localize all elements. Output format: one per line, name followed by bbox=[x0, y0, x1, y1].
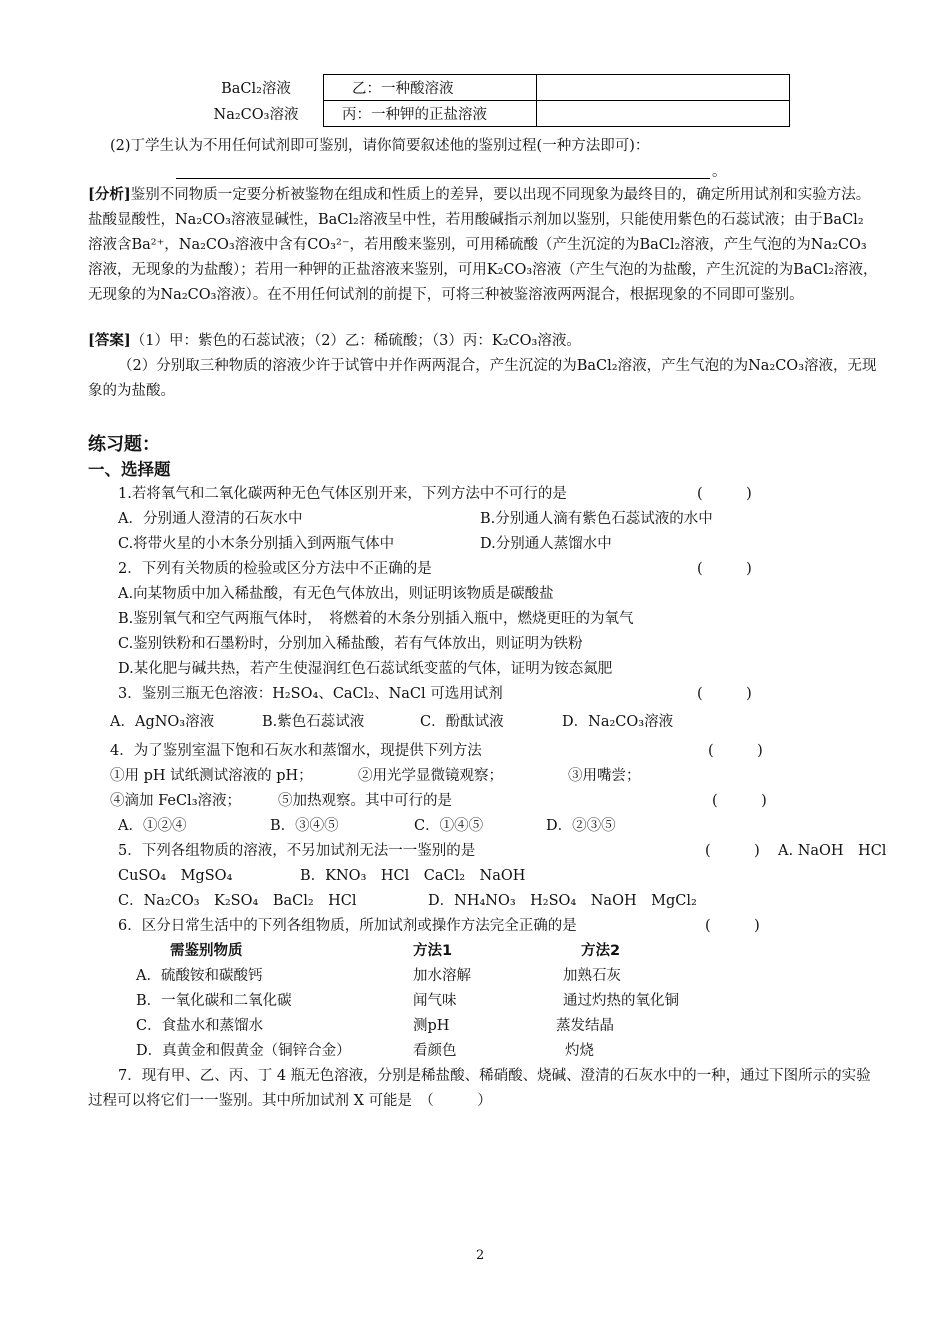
q6-row-d-method1: 看颜色 bbox=[413, 1043, 457, 1059]
question-2-prompt: (2)丁学生认为不用任何试剂即可鉴别，请你简要叙述他的鉴别过程(一种方法即可)： bbox=[110, 138, 650, 154]
answer-tag: [答案] bbox=[88, 332, 131, 349]
table-row bbox=[189, 75, 790, 101]
table-cell-reagent: 丙：一种钾的正盐溶液 bbox=[324, 101, 537, 127]
q5-option-c: C．Na₂CO₃ K₂SO₄ BaCl₂ HCl bbox=[118, 893, 357, 909]
table-cell-solution: Na₂CO₃溶液 bbox=[189, 101, 324, 127]
q6-row-d-method2: 灼烧 bbox=[565, 1043, 594, 1059]
q5-option-b: B．KNO₃ HCl CaCl₂ NaOH bbox=[300, 868, 526, 884]
answer-text-1: （1）甲：紫色的石蕊试液；（2）乙：稀硫酸；（3）丙：K₂CO₃溶液。 bbox=[130, 333, 581, 349]
q1-stem: 1.若将氧气和二氧化碳两种无色气体区别开来，下列方法中不可行的是 bbox=[118, 486, 567, 502]
q4-method-3: ③用嘴尝； bbox=[568, 768, 641, 784]
q2-stem: 2．下列有关物质的检验或区分方法中不正确的是 bbox=[118, 561, 432, 577]
q5-option-d: D．NH₄NO₃ H₂SO₄ NaOH MgCl₂ bbox=[428, 893, 697, 909]
q6-row-a-substance: A．硫酸铵和碳酸钙 bbox=[136, 968, 263, 984]
q3-option-c: C．酚酞试液 bbox=[420, 714, 504, 730]
answer-blank-line bbox=[176, 178, 710, 179]
analysis-tag: [分析] bbox=[88, 186, 131, 203]
q2-option-b: B.鉴别氧气和空气两瓶气体时， 将燃着的木条分别插入瓶中，燃烧更旺的为氧气 bbox=[118, 611, 634, 627]
q6-row-b-method1: 闻气味 bbox=[413, 993, 457, 1009]
section-title: 一、选择题 bbox=[88, 460, 171, 479]
q5-answer-paren: ( ) bbox=[705, 843, 760, 859]
q6-row-b-method2: 通过灼热的氧化铜 bbox=[563, 993, 679, 1009]
q4-option-c: C．①④⑤ bbox=[414, 818, 484, 834]
q3-option-a: A．AgNO₃溶液 bbox=[110, 714, 215, 730]
q2-option-a: A.向某物质中加入稀盐酸，有无色气体放出，则证明该物质是碳酸盐 bbox=[118, 586, 554, 602]
analysis-paragraph bbox=[88, 182, 878, 308]
page-number: 2 bbox=[476, 1248, 485, 1263]
q4-answer-paren: ( ) bbox=[708, 743, 763, 759]
q6-header-method2: 方法2 bbox=[581, 943, 621, 959]
answer-blank-end: 。 bbox=[712, 164, 727, 180]
table-cell-result bbox=[537, 101, 790, 127]
q2-option-d: D.某化肥与碱共热，若产生使湿润红色石蕊试纸变蓝的气体，证明为铵态氮肥 bbox=[118, 661, 613, 677]
answer-line-2: （2）分别取三种物质的溶液少许于试管中并作两两混合，产生沉淀的为BaCl₂溶液，产生气泡的为Na₂CO₃溶液，无现象的为盐酸。 bbox=[88, 358, 877, 399]
analysis-text: 鉴别不同物质一定要分析被鉴物在组成和性质上的差异，要以出现不同现象为最终目的，确定所用试剂和实验方法。盐酸显酸性，Na₂CO₃溶液显碱性，BaCl₂溶液呈中性，若用酸碱指示剂加以鉴别，只能使用紫色的石蕊试液；由于BaCl₂溶液含Ba²⁺，Na₂CO₃溶液中含有CO₃²⁻，若用酸来鉴别，可用稀硫酸（产生沉淀的为BaCl₂溶液，产生气泡的为Na₂CO₃溶液，无现象的为盐酸）；若用一种钾的正盐溶液来鉴别，可用K₂CO₃溶液（产生气泡的为盐酸，产生沉淀的为BaCl₂溶液，无现象的为Na₂CO₃溶液）。在不用任何试剂的前提下，可将三种被鉴溶液两两混合，根据现象的不同即可鉴别。 bbox=[88, 187, 878, 303]
q4-method-2: ②用光学显微镜观察； bbox=[358, 768, 503, 784]
q4-option-b: B．③④⑤ bbox=[270, 818, 339, 834]
q5-option-a-cont: CuSO₄ MgSO₄ bbox=[118, 868, 233, 884]
q6-row-c-substance: C．食盐水和蒸馏水 bbox=[136, 1018, 264, 1034]
q5-stem: 5．下列各组物质的溶液，不另加试剂无法一一鉴别的是 bbox=[118, 843, 476, 859]
q6-answer-paren: ( ) bbox=[705, 918, 760, 934]
exercise-title: 练习题： bbox=[88, 434, 160, 455]
q6-header-substance: 需鉴别物质 bbox=[170, 943, 243, 959]
q4-option-a: A．①②④ bbox=[118, 818, 187, 834]
q3-option-b: B.紫色石蕊试液 bbox=[262, 714, 365, 730]
table-cell-solution: BaCl₂溶液 bbox=[189, 75, 324, 101]
q6-row-a-method2: 加熟石灰 bbox=[563, 968, 621, 984]
q1-answer-paren: ( ) bbox=[697, 486, 752, 502]
q6-row-c-method2: 蒸发结晶 bbox=[556, 1018, 614, 1034]
q3-stem: 3．鉴别三瓶无色溶液：H₂SO₄、CaCl₂、NaCl 可选用试剂 bbox=[118, 686, 503, 702]
q1-option-d: D.分别通人蒸馏水中 bbox=[480, 536, 612, 552]
q3-answer-paren: ( ) bbox=[697, 686, 752, 702]
q2-answer-paren: ( ) bbox=[697, 561, 752, 577]
q2-option-c: C.鉴别铁粉和石墨粉时，分别加入稀盐酸，若有气体放出，则证明为铁粉 bbox=[118, 636, 583, 652]
q7-text: 7．现有甲、乙、丙、丁 4 瓶无色溶液，分别是稀盐酸、稀硝酸、烧碱、澄清的石灰水中的一种，通过下图所示的实验过程可以将它们一一鉴别。其中所加试剂 X 可能是 （ ） bbox=[88, 1068, 871, 1109]
q4-stem: 4．为了鉴别室温下饱和石灰水和蒸馏水，现提供下列方法 bbox=[110, 743, 482, 759]
q6-stem: 6．区分日常生活中的下列各组物质，所加试剂或操作方法完全正确的是 bbox=[118, 918, 577, 934]
table-cell-result bbox=[537, 75, 790, 101]
q5-option-a: A. NaOH HCl bbox=[778, 843, 887, 859]
q1-option-c: C.将带火星的小木条分别插入到两瓶气体中 bbox=[118, 536, 395, 552]
answer-line-1 bbox=[88, 328, 878, 354]
q6-row-d-substance: D．真黄金和假黄金（铜锌合金） bbox=[136, 1043, 351, 1059]
q1-option-b: B.分别通人滴有紫色石蕊试液的水中 bbox=[480, 511, 713, 527]
q4-method-5: ⑤加热观察。其中可行的是 bbox=[278, 793, 452, 809]
q6-row-a-method1: 加水溶解 bbox=[413, 968, 471, 984]
identification-table bbox=[189, 74, 790, 127]
q4-option-d: D．②③⑤ bbox=[546, 818, 616, 834]
q4-method-4: ④滴加 FeCl₃溶液； bbox=[110, 793, 242, 809]
q3-option-d: D．Na₂CO₃溶液 bbox=[562, 714, 674, 730]
q4-answer-paren-2: ( ) bbox=[712, 793, 767, 809]
q6-row-c-method1: 测pH bbox=[413, 1018, 450, 1034]
table-cell-reagent: 乙：一种酸溶液 bbox=[324, 75, 537, 101]
q6-row-b-substance: B．一氧化碳和二氧化碳 bbox=[136, 993, 292, 1009]
table-row bbox=[189, 101, 790, 127]
q4-method-1: ①用 pH 试纸测试溶液的 pH； bbox=[110, 768, 313, 784]
q6-header-method1: 方法1 bbox=[413, 943, 453, 959]
q1-option-a: A．分别通人澄清的石灰水中 bbox=[118, 511, 303, 527]
